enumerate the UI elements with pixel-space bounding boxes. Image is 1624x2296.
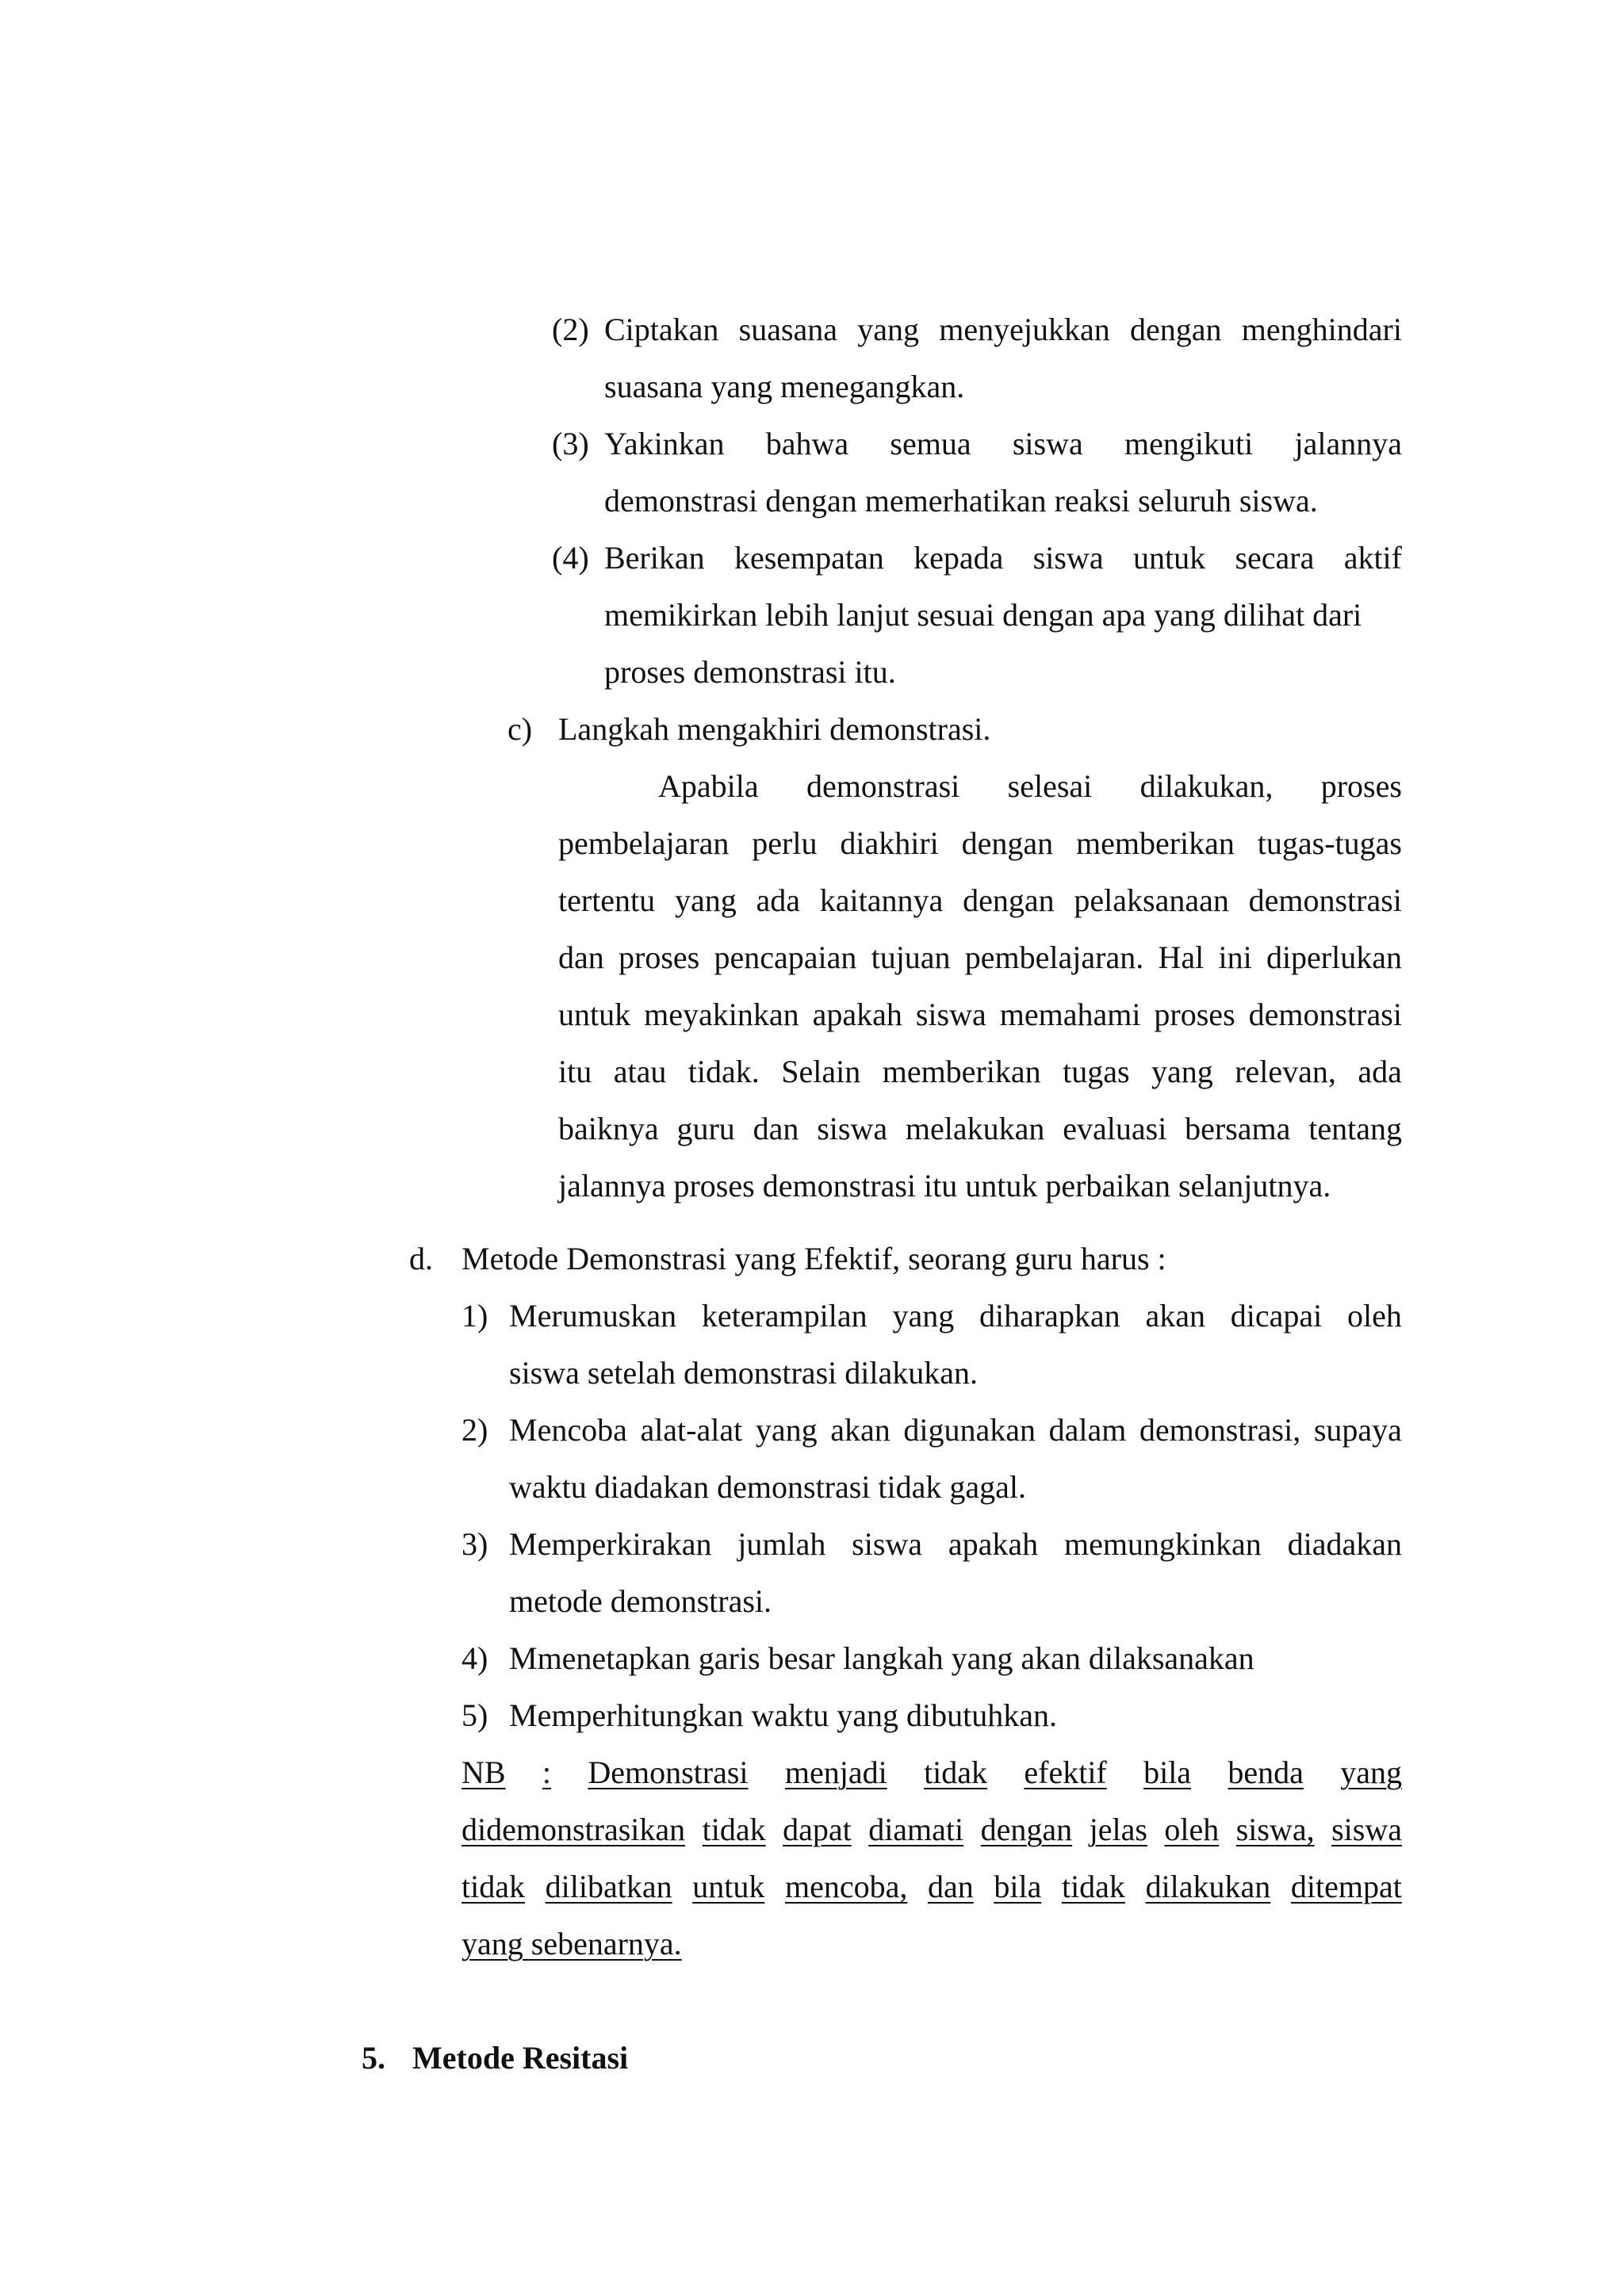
nb-note-line: yang sebenarnya.	[462, 1926, 682, 1961]
word: yang	[892, 1298, 955, 1334]
word: dilakukan	[1145, 1869, 1271, 1904]
word: Berikan	[604, 540, 705, 576]
word: apakah	[812, 997, 902, 1032]
paragraph-line	[558, 882, 1402, 918]
word: melakukan	[905, 1111, 1045, 1146]
word: Mencoba	[509, 1412, 627, 1448]
word: dan	[927, 1869, 974, 1904]
list-item-line: Memperhitungkan waktu yang dibutuhkan.	[509, 1697, 1057, 1733]
word: menyejukkan	[939, 312, 1110, 347]
word: siswa	[915, 997, 986, 1032]
paragraph-line	[558, 1056, 1402, 1088]
word: menjadi	[784, 1755, 887, 1790]
item-text-line: suasana yang menegangkan.	[604, 369, 965, 404]
item-text-line	[604, 314, 1402, 346]
word: NB	[462, 1755, 506, 1790]
item-number: (2)	[552, 312, 589, 347]
word: Demonstrasi	[588, 1755, 749, 1790]
word: dengan	[980, 1812, 1073, 1847]
list-item-line	[509, 1526, 1402, 1562]
item-number: (3)	[552, 426, 589, 461]
word: suasana	[738, 312, 838, 347]
step-number: c)	[508, 711, 533, 747]
word: jumlah	[737, 1526, 826, 1562]
list-item-line: waktu diadakan demonstrasi tidak gagal.	[509, 1469, 1027, 1505]
paragraph-line	[658, 768, 1402, 804]
word: bila	[1143, 1755, 1192, 1790]
word: dapat	[783, 1812, 852, 1847]
word: proses	[1154, 997, 1235, 1032]
word: evaluasi	[1063, 1111, 1167, 1146]
section-letter: d.	[409, 1241, 433, 1276]
word: demonstrasi,	[1139, 1412, 1301, 1448]
word: dan	[558, 939, 604, 975]
word: memberikan	[1076, 825, 1235, 861]
word: aktif	[1343, 540, 1402, 576]
word: dilibatkan	[545, 1869, 672, 1904]
paragraph-line	[558, 939, 1402, 975]
word: pembelajaran	[558, 825, 730, 861]
word: memungkinkan	[1063, 1526, 1262, 1562]
list-number: 3)	[462, 1526, 488, 1562]
word: memberikan	[882, 1054, 1041, 1089]
word: keterampilan	[701, 1298, 868, 1334]
word: dengan	[1130, 312, 1222, 347]
word: perlu	[752, 825, 818, 861]
word: secara	[1235, 540, 1315, 576]
word: demonstrasi	[1248, 997, 1402, 1032]
word: diamati	[868, 1812, 964, 1847]
word: baiknya	[558, 1111, 659, 1146]
word: dilakukan,	[1139, 768, 1274, 804]
word: bersama	[1185, 1111, 1291, 1146]
word: memahami	[999, 997, 1141, 1032]
word: mencoba,	[784, 1869, 908, 1904]
word: meyakinkan	[644, 997, 799, 1032]
paragraph-line	[558, 825, 1402, 861]
word: dan	[753, 1111, 799, 1146]
item-text-line: memikirkan lebih lanjut sesuai dengan apa yang dilihat dari	[604, 597, 1362, 633]
word: demonstrasi	[806, 768, 960, 804]
paragraph-line	[558, 1113, 1402, 1145]
word: tidak	[924, 1755, 988, 1790]
word: Ciptakan	[604, 312, 719, 347]
word: diperlukan	[1266, 939, 1402, 975]
word: supaya	[1313, 1412, 1402, 1448]
word: untuk	[1132, 540, 1206, 576]
word: tidak	[1061, 1869, 1125, 1904]
word: semua	[890, 426, 971, 461]
word: diharapkan	[979, 1298, 1120, 1334]
word: Memperkirakan	[509, 1526, 712, 1562]
word: demonstrasi	[1248, 882, 1402, 918]
list-number: 4)	[462, 1640, 488, 1676]
list-item-line	[509, 1300, 1402, 1332]
word: atau	[613, 1054, 667, 1089]
word: bila	[994, 1869, 1042, 1904]
word: :	[542, 1755, 552, 1790]
word: yang	[857, 312, 920, 347]
word: dalam	[1048, 1412, 1127, 1448]
word: Yakinkan	[604, 426, 725, 461]
word: pembelajaran.	[964, 939, 1144, 975]
word: mengikuti	[1124, 426, 1254, 461]
word: selesai	[1007, 768, 1093, 804]
step-title: Langkah mengakhiri demonstrasi.	[558, 711, 991, 747]
word: guru	[676, 1111, 735, 1146]
word: tidak.	[688, 1054, 760, 1089]
word: untuk	[558, 997, 631, 1032]
list-number: 2)	[462, 1412, 488, 1448]
word: didemonstrasikan	[462, 1812, 686, 1847]
word: tertentu	[558, 882, 656, 918]
list-item-line: metode demonstrasi.	[509, 1583, 772, 1619]
word: Merumuskan	[509, 1298, 677, 1334]
word: siswa	[1012, 426, 1083, 461]
word: kesempatan	[733, 540, 884, 576]
word: Selain	[781, 1054, 861, 1089]
list-item-line: siswa setelah demonstrasi dilakukan.	[509, 1355, 978, 1391]
word: dengan	[963, 882, 1055, 918]
word: digunakan	[903, 1412, 1036, 1448]
word: ada	[756, 882, 801, 918]
word: diakhiri	[840, 825, 939, 861]
word: siswa	[1032, 540, 1104, 576]
word: oleh	[1164, 1812, 1220, 1847]
word: yang	[1151, 1054, 1213, 1089]
word: Apabila	[658, 768, 759, 804]
word: siswa,	[1235, 1812, 1315, 1847]
word: siswa	[852, 1526, 923, 1562]
word: proses	[619, 939, 700, 975]
nb-note-line	[462, 1814, 1402, 1846]
word: pencapaian	[714, 939, 857, 975]
word: bahwa	[765, 426, 849, 461]
section-heading: Metode Resitasi	[412, 2040, 629, 2076]
word: yang	[755, 1412, 818, 1448]
item-text-line: demonstrasi dengan memerhatikan reaksi seluruh siswa.	[604, 483, 1318, 519]
section-number: 5.	[362, 2040, 385, 2076]
word: kepada	[914, 540, 1004, 576]
list-item-line: Mmenetapkan garis besar langkah yang akan dilaksanakan	[509, 1640, 1254, 1676]
word: tugas	[1063, 1054, 1130, 1089]
word: untuk	[692, 1869, 765, 1904]
section-title: Metode Demonstrasi yang Efektif, seorang guru harus :	[462, 1241, 1166, 1276]
list-number: 1)	[462, 1298, 488, 1334]
word: siswa	[1331, 1812, 1402, 1847]
nb-note-line	[462, 1871, 1402, 1903]
word: oleh	[1347, 1298, 1402, 1334]
list-item-line	[509, 1414, 1402, 1446]
word: jalannya	[1294, 426, 1402, 461]
word: benda	[1228, 1755, 1304, 1790]
word: tugas-tugas	[1257, 825, 1402, 861]
word: pelaksanaan	[1074, 882, 1229, 918]
word: ini	[1218, 939, 1252, 975]
word: proses	[1320, 768, 1402, 804]
word: Hal	[1158, 939, 1205, 975]
word: akan	[1145, 1298, 1205, 1334]
word: akan	[830, 1412, 891, 1448]
word: ada	[1358, 1054, 1402, 1089]
item-number: (4)	[552, 540, 589, 576]
word: diadakan	[1287, 1526, 1402, 1562]
paragraph-line: jalannya proses demonstrasi itu untuk perbaikan selanjutnya.	[558, 1168, 1331, 1203]
word: dengan	[961, 825, 1054, 861]
word: kaitannya	[819, 882, 944, 918]
item-text-line	[604, 428, 1402, 460]
word: tidak	[702, 1812, 766, 1847]
word: tidak	[462, 1869, 525, 1904]
item-text-line	[604, 542, 1402, 574]
word: yang	[1340, 1755, 1402, 1790]
word: efektif	[1024, 1755, 1107, 1790]
nb-note-line	[462, 1757, 1402, 1789]
word: tentang	[1308, 1111, 1402, 1146]
word: alat-alat	[640, 1412, 743, 1448]
word: siswa	[817, 1111, 888, 1146]
word: yang	[674, 882, 737, 918]
item-text-line: proses demonstrasi itu.	[604, 654, 896, 690]
word: apakah	[948, 1526, 1039, 1562]
list-number: 5)	[462, 1697, 488, 1733]
word: itu	[558, 1054, 592, 1089]
word: ditempat	[1290, 1869, 1402, 1904]
word: relevan,	[1235, 1054, 1336, 1089]
word: jelas	[1089, 1812, 1147, 1847]
paragraph-line	[558, 999, 1402, 1031]
word: dicapai	[1230, 1298, 1323, 1334]
word: menghindari	[1241, 312, 1402, 347]
word: tujuan	[871, 939, 951, 975]
